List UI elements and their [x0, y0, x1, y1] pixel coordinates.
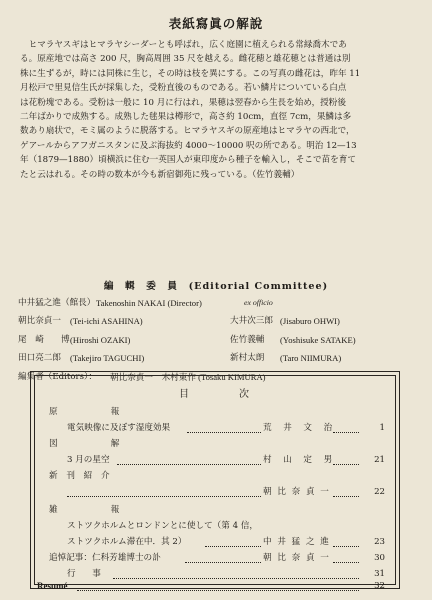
- toc-leader: [67, 480, 261, 497]
- article-line: 数あり扇状で，モミ属のように脱落する。ヒマラヤスギの原産地はヒマラヤの西北で，: [20, 126, 355, 137]
- article-line: は花粉塊である。受粉は一般に 10 月に行はれ，果穂は翌春から生長を始め，授粉後: [20, 97, 346, 108]
- member-name-ja: 尾 崎 博: [18, 334, 70, 345]
- member-name-en: (Yoshisuke SATAKE): [280, 334, 356, 345]
- toc-entry-page: 31: [374, 569, 385, 579]
- toc-section: [35, 502, 395, 518]
- article-line: たと云はれる。その時の数本が今も新宿御苑に残っている。（佐竹義輔）: [20, 169, 300, 180]
- member-name-ja: 佐竹義輔: [230, 334, 265, 345]
- article-line: ゲアールからアフガニスタンに及ぶ海抜約 4000〜10000 呎の所である。明治 12—13: [20, 140, 357, 151]
- toc-entry-author: 朝 比 奈 貞 一: [263, 553, 331, 563]
- toc-entry-author: 村 山 定 男: [263, 455, 334, 465]
- toc-section-label: 原 報: [49, 407, 132, 417]
- article-line: 月松戸で里見信生氏が採集した，受粉直後のものである。若い鱗片についている白点: [20, 83, 347, 94]
- article-line: ヒマラヤスギはヒマラヤシーダーとも呼ばれ，広く庭園に植えられる常緑喬木であ: [28, 40, 347, 50]
- toc-entry-page: 22: [374, 487, 385, 497]
- toc-entry-title: 3 月の星空: [67, 455, 110, 465]
- editors-names: 朝比奈貞一 木村東作 (Tosaku KIMURA): [110, 371, 266, 382]
- article-line: 二年ばかりで成熟する。成熟した毬果は樽形で，高さ約 10cm，直徑 7cm，果鱗は多: [20, 112, 352, 123]
- member-name-en: (Jisaburo OHWI): [280, 316, 340, 327]
- page-title: 表紙寫眞の解說: [168, 16, 264, 31]
- member-name-en: (Takejiro TAGUCHI): [70, 353, 145, 364]
- article-line: 株に生ずるが，時には同株に生じ，その時は枝を異にする。この写真の雌花は，昨年 11: [20, 68, 361, 79]
- toc-entry-title: ストツクホルム滞在中．其 2）: [67, 537, 187, 547]
- toc-entry-title: 追悼記事：仁科芳雄博士の訃: [49, 553, 161, 563]
- toc-leader: [333, 448, 359, 465]
- member-name-ja: 新村太朗: [230, 353, 265, 364]
- toc-entry-page: 1: [379, 423, 385, 433]
- toc-entry-page: 32: [374, 581, 385, 591]
- member-name-ja: 大井次三郎: [230, 316, 273, 327]
- committee-heading: 編 輯 委 員 (Editorial Committee): [103, 281, 329, 292]
- article-line: 年（1879—1880）頃横浜に住む一英国人が東印度から種子を輸入し，そこで苗を育て: [20, 155, 356, 166]
- member-note: ex officio: [244, 298, 273, 307]
- toc-entry-title: 行 事: [67, 569, 105, 579]
- member-name-ja: 中井猛之進（館長）: [18, 298, 96, 308]
- toc-leader: [333, 416, 359, 433]
- table-of-contents: [30, 371, 400, 589]
- toc-leader: [185, 546, 261, 563]
- article-line: る。原産地では高さ 200 尺，胸高周囲 35 尺を越える。雌花穂と雄花穂とは普通は別: [20, 54, 351, 65]
- toc-leader: [333, 480, 359, 497]
- toc-leader: [187, 416, 261, 433]
- committee-row: [18, 312, 418, 330]
- toc-entry-title: 電気映像に及ぼす湿度効果: [67, 423, 171, 433]
- toc-entry[interactable]: [35, 484, 395, 500]
- member-name-en: (Tei-ichi ASAHINA): [70, 316, 143, 327]
- toc-entry-page: 21: [374, 455, 385, 465]
- toc-entry[interactable]: [35, 578, 395, 594]
- toc-leader: [333, 530, 359, 547]
- toc-section-label: 新 刊 紹 介: [49, 471, 113, 481]
- toc-entry[interactable]: [35, 452, 395, 468]
- toc-entry-page: 23: [374, 537, 385, 547]
- toc-section-label: 図 解: [49, 439, 132, 449]
- toc-entry-page: 30: [374, 553, 385, 563]
- member-name-ja: 朝比奈貞一: [18, 316, 61, 327]
- toc-entry-author: 荒 井 文 治: [263, 423, 334, 433]
- member-name-en: (Hiroshi OZAKI): [70, 334, 131, 345]
- toc-title: 目 次: [179, 389, 251, 400]
- toc-entry-author: 中 井 猛 之 進: [263, 537, 331, 547]
- member-name-ja: 田口亮二郎: [18, 353, 61, 364]
- committee-row: [18, 294, 418, 312]
- toc-entry-author: 朝 比 奈 貞 一: [263, 487, 331, 497]
- toc-entry[interactable]: [35, 420, 395, 436]
- toc-inner-frame: [34, 375, 396, 591]
- toc-leader: [117, 448, 261, 465]
- toc-leader: [205, 530, 261, 547]
- committee-row: [18, 349, 418, 367]
- member-name-en: Takenoshin NAKAI (Director): [96, 298, 202, 308]
- committee-row: [18, 331, 418, 349]
- toc-entry-title: ストツクホルムとロンドンとに使して（第 4 信，: [67, 521, 258, 531]
- member-name-en: (Taro NIIMURA): [280, 353, 342, 364]
- toc-section-label: 雑 報: [49, 505, 132, 515]
- toc-leader: [333, 546, 359, 563]
- toc-leader: [77, 574, 359, 591]
- toc-entry-title: Resumé: [37, 581, 68, 591]
- cover-photo-explanation: [20, 38, 416, 182]
- editors-label: 編集者（Editors）：: [18, 371, 97, 382]
